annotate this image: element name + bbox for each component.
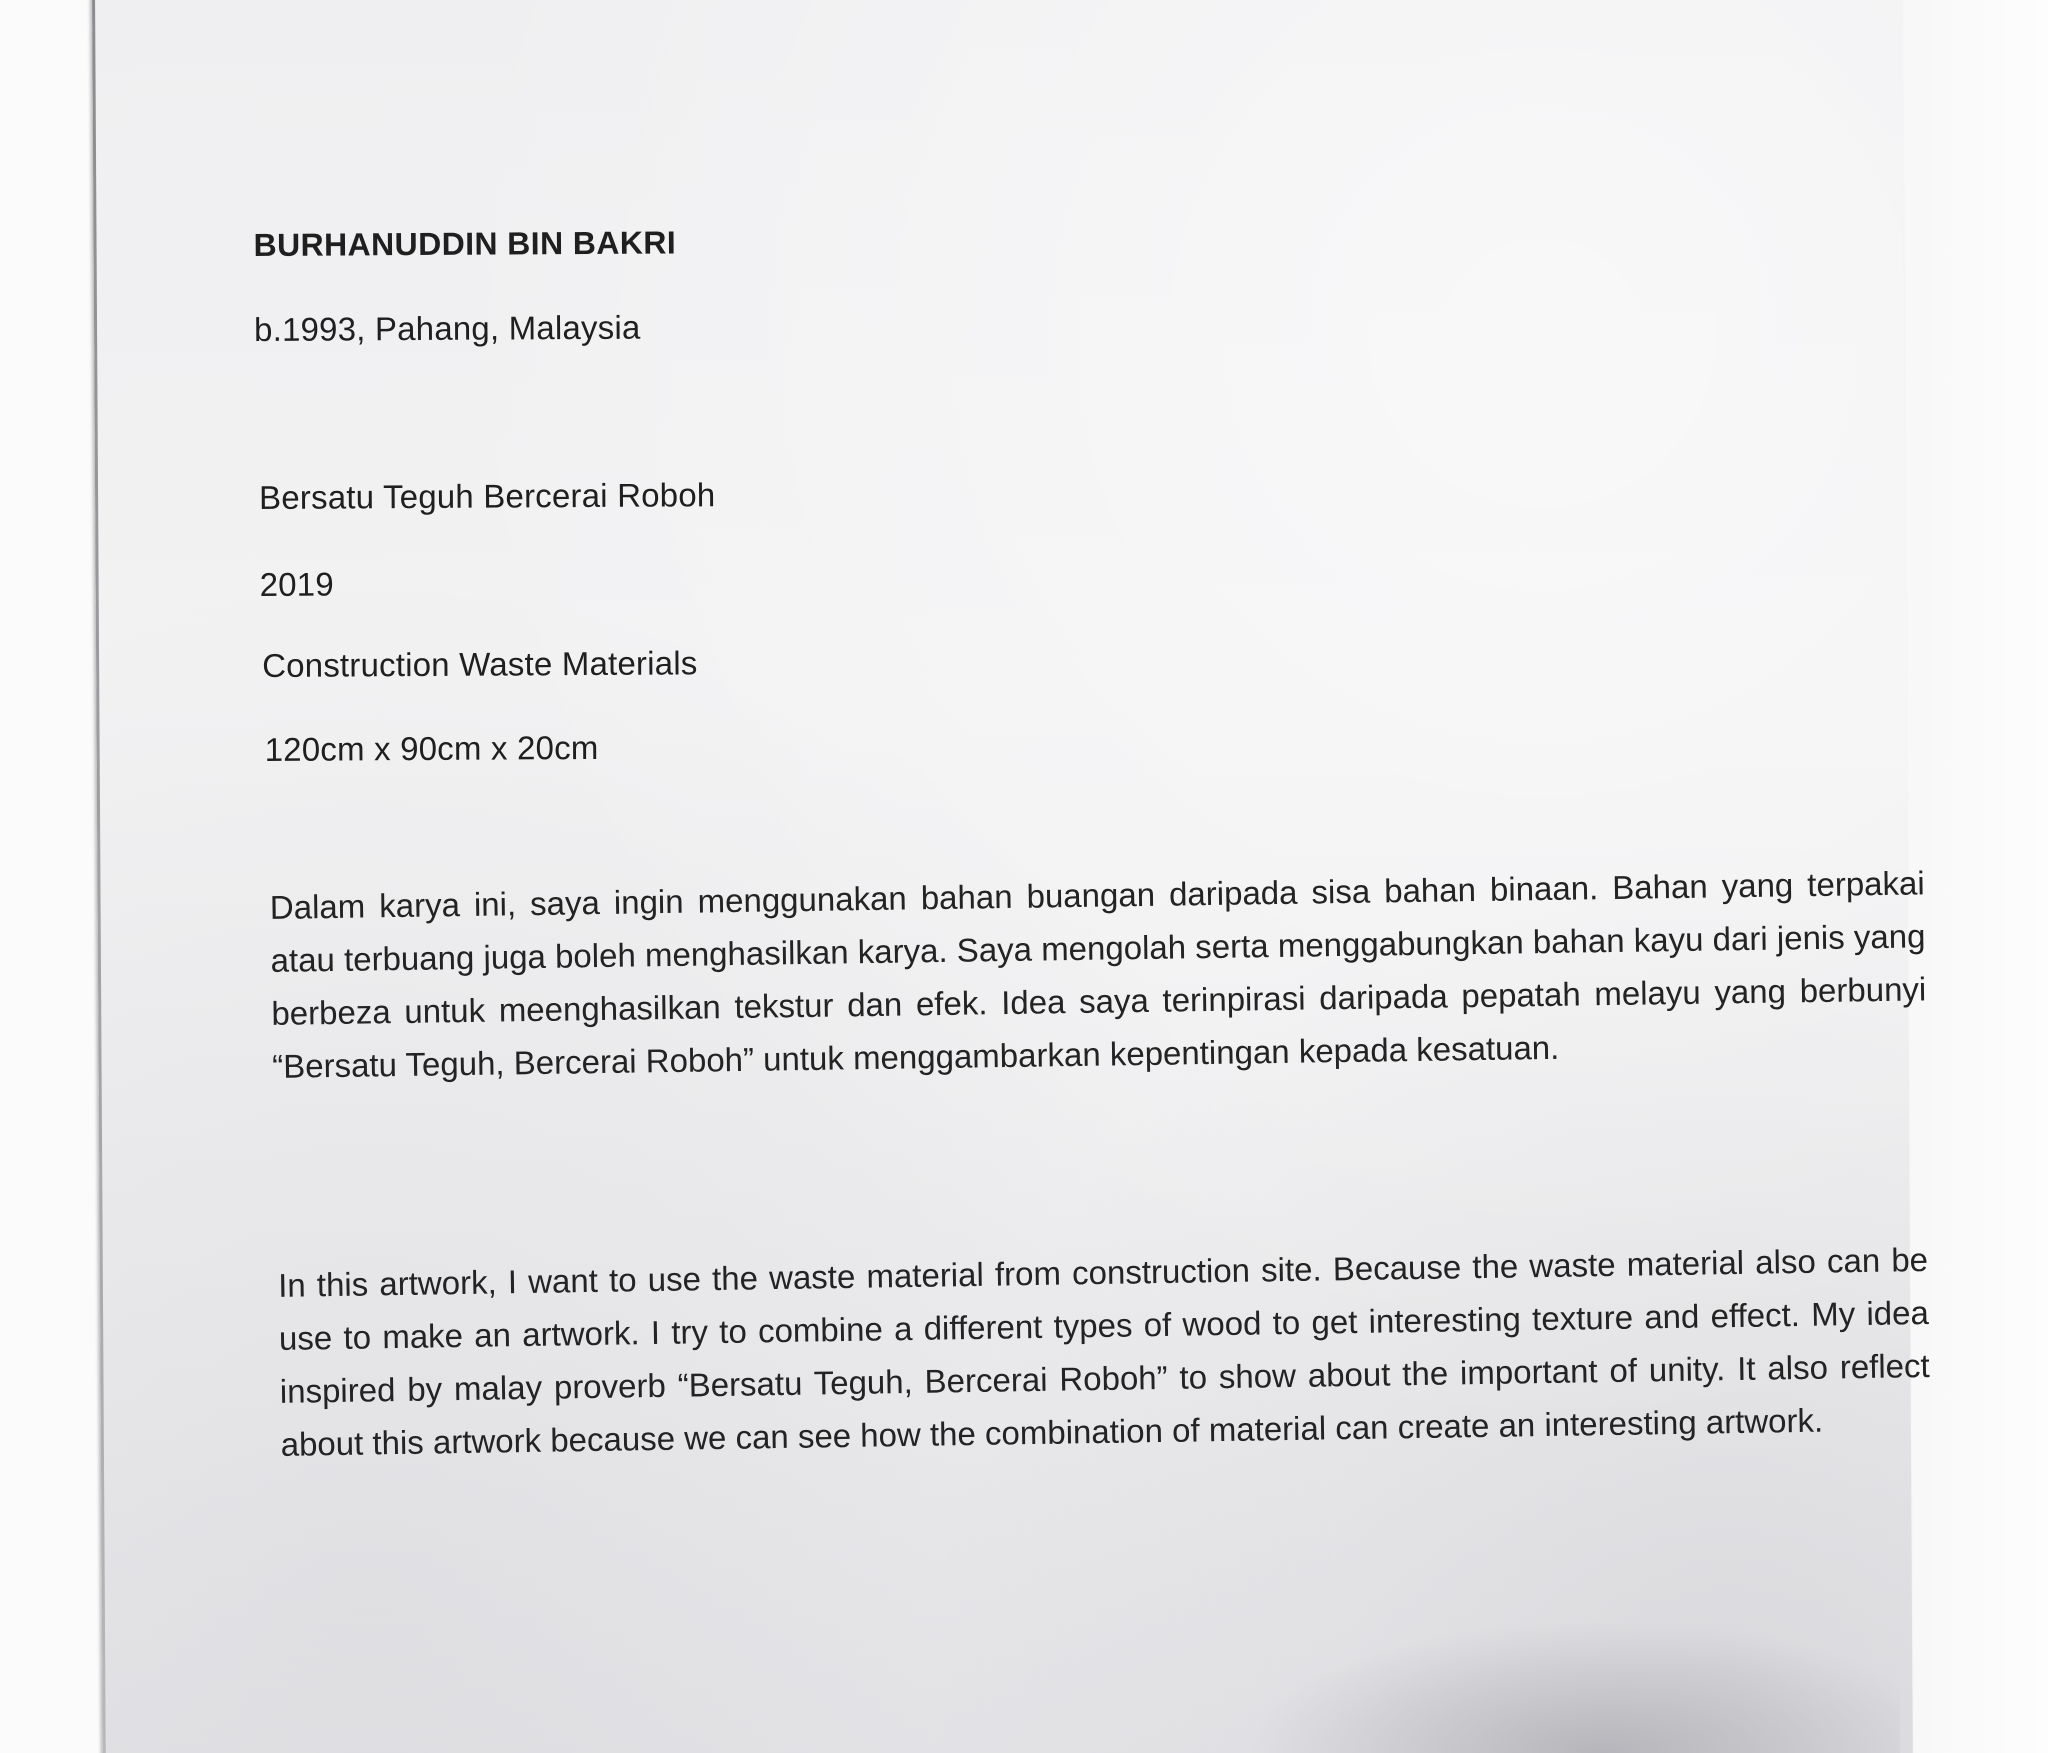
artwork-year: 2019	[259, 565, 334, 603]
artwork-medium: Construction Waste Materials	[262, 644, 698, 684]
shadow	[1240, 1620, 1900, 1753]
artist-name: BURHANUDDIN BIN BAKRI	[253, 224, 677, 264]
description-malay: Dalam karya ini, saya ingin menggunakan bahan buangan daripada sisa bahan binaan. Bahan yang terpakai atau terbuang juga boleh menghasilkan karya. Saya mengolah serta menggabungkan bahan kayu dari jenis yang berbeza untuk meenghasilkan tekstur dan efek. Idea saya terinpirasi daripada pepatah melayu yang berbunyi “Bersatu Teguh, Bercerai Roboh” untuk menggambarkan kepentingan kepada kesatuan.	[269, 864, 1927, 1085]
sheet-left-edge	[92, 0, 106, 1753]
description-english: In this artwork, I want to use the waste material from construction site. Because the waste material also can be use to make an artwork. I try to combine a different types of wood to get interesting texture and effect. My idea inspired by malay proverb “Bersatu Teguh, Bercerai Roboh” to show about the important of unity. It also reflect about this artwork because we can see how the combination of material can create an interesting artwork.	[277, 1240, 1930, 1463]
artwork-title: Bersatu Teguh Bercerai Roboh	[258, 476, 716, 516]
artist-birth-info: b.1993, Pahang, Malaysia	[253, 308, 641, 349]
artwork-dimensions: 120cm x 90cm x 20cm	[264, 728, 599, 768]
artwork-label-sheet	[92, 0, 1930, 1753]
